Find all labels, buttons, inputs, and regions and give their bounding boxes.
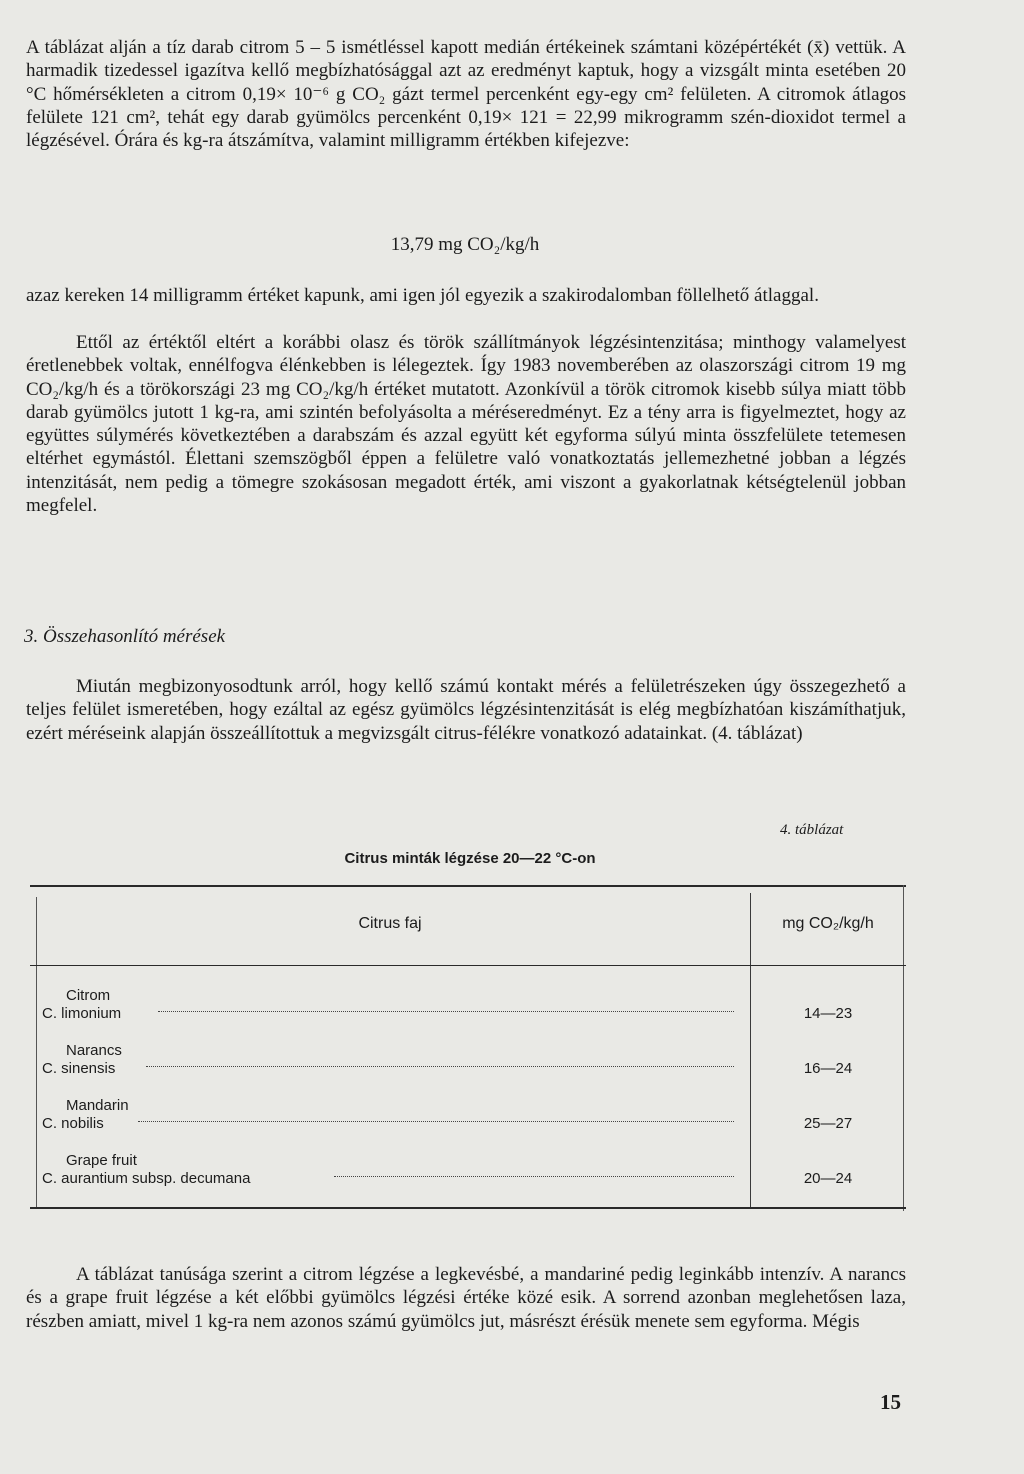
column-header-species: Citrus faj <box>358 915 422 932</box>
common-name: Citrom <box>66 987 111 1004</box>
common-name: Mandarin <box>66 1097 129 1114</box>
table-row <box>30 1042 906 1094</box>
formula: 13,79 mg CO₂/kg/h <box>390 234 540 255</box>
table-label: 4. táblázat <box>780 822 844 838</box>
table-row <box>30 1097 906 1149</box>
respiration-value: 16—24 <box>803 1060 853 1077</box>
table-top-rule <box>30 885 906 887</box>
header-rule <box>30 965 906 966</box>
paragraph-intro: A táblázat alján a tíz darab citrom 5 – 5 ismétléssel kapott medián értékeinek számtani középértékét (x̄) vettük. A harmadik tizedessel igazítva kellő megbízhatósággal azt az eredményt kaptuk, hogy a vizsgált minta esetében 20 °C hőmérsékleten a citrom 0,19× 10⁻⁶ g CO₂ gázt termel percenként egy-egy cm² felületen. A citromok átlagos felülete 121 cm², tehát egy darab gyümölcs percenként 0,19× 121 = 22,99 mikrogramm szén-dioxidot termel a légzésével. Órára és kg-ra átszámítva, valamint milligramm értékben kifejezve: <box>26 37 906 152</box>
scientific-name: C. limonium <box>42 1005 122 1022</box>
data-table <box>30 885 906 1211</box>
paragraph-method: Miután megbizonyosodtunk arról, hogy kellő számú kontakt mérés a felületrészeken úgy összegezhető a teljes felület ismeretében, hogy ezáltal az egész gyümölcs légzésintenzitását is elég megbízhatóan kiszámíthatjuk, ezért méréseink alapján összeállítottuk a megvizsgált citrus-félékre vonatkozó adatainkat. (4. táblázat) <box>26 676 906 744</box>
respiration-value: 25—27 <box>803 1115 853 1132</box>
table-bottom-rule <box>30 1207 906 1209</box>
respiration-value: 20—24 <box>803 1170 853 1187</box>
scientific-name: C. aurantium subsp. decumana <box>42 1170 251 1187</box>
table-title: Citrus minták légzése 20—22 °C-on <box>344 850 596 867</box>
scientific-name: C. nobilis <box>42 1115 104 1132</box>
respiration-value: 14—23 <box>803 1005 853 1022</box>
scientific-name: C. sinensis <box>42 1060 116 1077</box>
leader-dots <box>158 1011 734 1012</box>
leader-dots <box>138 1121 734 1122</box>
table-row <box>30 987 906 1039</box>
section-heading: 3. Összehasonlító mérések <box>24 626 226 647</box>
paragraph-conclusion: A táblázat tanúsága szerint a citrom légzése a legkevésbé, a mandariné pedig leginkább intenzív. A narancs és a grape fruit légzése a két előbbi gyümölcs légzési értéke közé esik. A sorrend azonban meglehetősen laza, részben amiatt, mivel 1 kg-ra nem azonos számú gyümölcs jut, másrészt érésük menete sem egyforma. Mégis <box>26 1264 906 1332</box>
column-header-value: mg CO₂/kg/h <box>782 915 874 932</box>
common-name: Grape fruit <box>66 1152 137 1169</box>
paragraph-deviation: Ettől az értéktől eltért a korábbi olasz és török szállítmányok légzésintenzitása; minthogy valamelyest éretlenebbek voltak, ennélfogva élénkebben is lélegeztek. Így 1983 novemberében az olaszországi citrom 19 mg CO₂/kg/h és a törökországi 23 mg CO₂/kg/h értéket mutatott. Azonkívül a török citromok kisebb súlya miatt több darab gyümölcs jutott 1 kg-ra, ami szintén befolyásolta a méréseredményt. Ez a tény arra is figyelmeztet, hogy az együttes súlymérés következtében a darabszám és azzal együtt két egyforma súlyú minta összfelülete tetemesen eltérhet egymástól. Élettani szemszögből éppen a felületre való vonatkoztatás jellemezhetné jobban a légzés intenzitását, nem pedig a tömegre szokásosan megadott érték, ami viszont a gyakorlatnak kétségtelenül jobban megfelel. <box>26 332 906 517</box>
leader-dots <box>146 1066 734 1067</box>
leader-dots <box>334 1176 734 1177</box>
table-row <box>30 1152 906 1204</box>
page-number: 15 <box>880 1390 901 1414</box>
paragraph-result: azaz kereken 14 milligramm értéket kapunk, ami igen jól egyezik a szakirodalomban föllelhető átlaggal. <box>26 285 819 306</box>
common-name: Narancs <box>66 1042 122 1059</box>
